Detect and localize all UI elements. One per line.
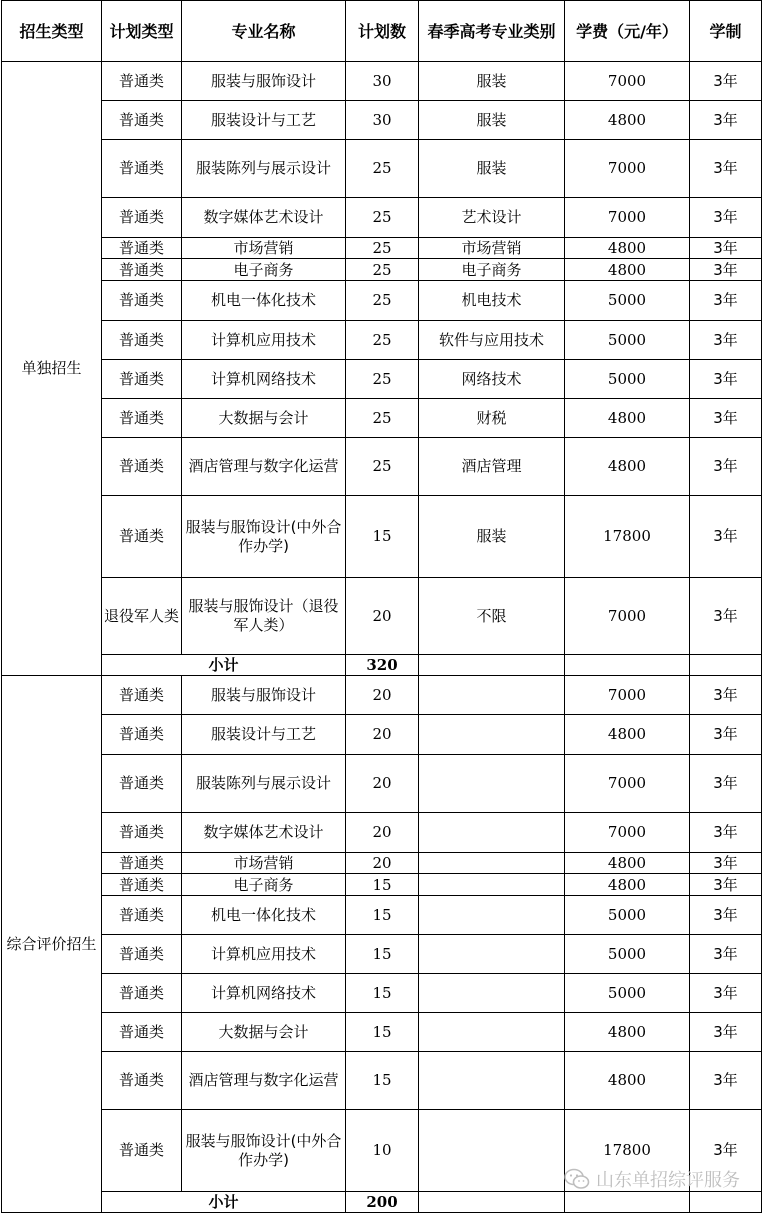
major-name-cell: 计算机网络技术	[182, 974, 346, 1013]
plan-type-cell: 普通类	[102, 198, 182, 238]
plan-count-cell: 25	[346, 399, 419, 438]
major-name-cell: 市场营销	[182, 238, 346, 259]
plan-type-cell: 普通类	[102, 1013, 182, 1052]
duration-cell: 3年	[690, 281, 762, 321]
table-row	[2, 360, 762, 399]
duration-cell: 3年	[690, 62, 762, 101]
plan-type-cell: 普通类	[102, 1052, 182, 1110]
plan-count-cell: 20	[346, 578, 419, 655]
plan-type-cell: 普通类	[102, 281, 182, 321]
plan-type-cell: 普通类	[102, 974, 182, 1013]
subtotal-label: 小计	[102, 1192, 346, 1213]
plan-type-cell: 退役军人类	[102, 578, 182, 655]
table-row	[2, 198, 762, 238]
enrollment-type-cell: 综合评价招生	[2, 676, 102, 1213]
enrollment-plan-table	[1, 0, 762, 1213]
tuition-cell: 17800	[565, 496, 690, 578]
exam-category-cell	[419, 1052, 565, 1110]
plan-count-cell: 15	[346, 896, 419, 935]
table-row	[2, 896, 762, 935]
table-row	[2, 1110, 762, 1192]
empty-cell	[690, 655, 762, 676]
header-cell: 学费（元/年）	[565, 1, 690, 62]
plan-type-cell: 普通类	[102, 140, 182, 198]
exam-category-cell	[419, 974, 565, 1013]
exam-category-cell: 软件与应用技术	[419, 321, 565, 360]
plan-type-cell: 普通类	[102, 496, 182, 578]
major-name-cell: 服装与服饰设计	[182, 62, 346, 101]
plan-type-cell: 普通类	[102, 360, 182, 399]
table-row	[2, 101, 762, 140]
plan-count-cell: 30	[346, 62, 419, 101]
tuition-cell: 7000	[565, 140, 690, 198]
major-name-cell: 服装设计与工艺	[182, 101, 346, 140]
tuition-cell: 7000	[565, 198, 690, 238]
plan-count-cell: 20	[346, 715, 419, 755]
subtotal-label: 小计	[102, 655, 346, 676]
tuition-cell: 4800	[565, 101, 690, 140]
tuition-cell: 4800	[565, 1013, 690, 1052]
tuition-cell: 4800	[565, 399, 690, 438]
table-row	[2, 62, 762, 101]
plan-count-cell: 25	[346, 198, 419, 238]
plan-type-cell: 普通类	[102, 62, 182, 101]
table-row	[2, 874, 762, 896]
subtotal-value: 200	[346, 1192, 419, 1213]
plan-count-cell: 15	[346, 935, 419, 974]
tuition-cell: 5000	[565, 896, 690, 935]
major-name-cell: 电子商务	[182, 259, 346, 281]
table-body	[2, 62, 762, 1213]
plan-count-cell: 15	[346, 1013, 419, 1052]
subtotal-row	[2, 655, 762, 676]
header-cell: 招生类型	[2, 1, 102, 62]
duration-cell: 3年	[690, 896, 762, 935]
duration-cell: 3年	[690, 676, 762, 715]
tuition-cell: 17800	[565, 1110, 690, 1192]
major-name-cell: 服装与服饰设计(中外合作办学)	[182, 1110, 346, 1192]
exam-category-cell	[419, 715, 565, 755]
table-row	[2, 853, 762, 874]
plan-count-cell: 15	[346, 496, 419, 578]
major-name-cell: 数字媒体艺术设计	[182, 198, 346, 238]
major-name-cell: 服装与服饰设计(中外合作办学)	[182, 496, 346, 578]
exam-category-cell: 机电技术	[419, 281, 565, 321]
duration-cell: 3年	[690, 578, 762, 655]
major-name-cell: 酒店管理与数字化运营	[182, 438, 346, 496]
exam-category-cell	[419, 755, 565, 813]
plan-type-cell: 普通类	[102, 438, 182, 496]
plan-count-cell: 25	[346, 238, 419, 259]
table-row	[2, 974, 762, 1013]
plan-type-cell: 普通类	[102, 259, 182, 281]
major-name-cell: 服装与服饰设计（退役军人类）	[182, 578, 346, 655]
major-name-cell: 计算机应用技术	[182, 321, 346, 360]
duration-cell: 3年	[690, 198, 762, 238]
plan-type-cell: 普通类	[102, 399, 182, 438]
duration-cell: 3年	[690, 974, 762, 1013]
header-cell: 专业名称	[182, 1, 346, 62]
tuition-cell: 5000	[565, 974, 690, 1013]
major-name-cell: 电子商务	[182, 874, 346, 896]
table-row	[2, 438, 762, 496]
table-row	[2, 813, 762, 853]
empty-cell	[419, 655, 565, 676]
empty-cell	[419, 1192, 565, 1213]
duration-cell: 3年	[690, 101, 762, 140]
tuition-cell: 4800	[565, 259, 690, 281]
plan-count-cell: 15	[346, 974, 419, 1013]
tuition-cell: 7000	[565, 813, 690, 853]
major-name-cell: 酒店管理与数字化运营	[182, 1052, 346, 1110]
header-cell: 计划类型	[102, 1, 182, 62]
exam-category-cell: 服装	[419, 140, 565, 198]
tuition-cell: 7000	[565, 755, 690, 813]
major-name-cell: 服装陈列与展示设计	[182, 140, 346, 198]
exam-category-cell: 服装	[419, 496, 565, 578]
tuition-cell: 4800	[565, 1052, 690, 1110]
exam-category-cell: 艺术设计	[419, 198, 565, 238]
table-row	[2, 715, 762, 755]
plan-count-cell: 25	[346, 140, 419, 198]
duration-cell: 3年	[690, 715, 762, 755]
tuition-cell: 7000	[565, 62, 690, 101]
plan-type-cell: 普通类	[102, 101, 182, 140]
duration-cell: 3年	[690, 438, 762, 496]
plan-count-cell: 20	[346, 853, 419, 874]
table-row	[2, 496, 762, 578]
duration-cell: 3年	[690, 496, 762, 578]
exam-category-cell: 不限	[419, 578, 565, 655]
tuition-cell: 4800	[565, 238, 690, 259]
plan-count-cell: 25	[346, 438, 419, 496]
subtotal-value: 320	[346, 655, 419, 676]
empty-cell	[565, 1192, 690, 1213]
subtotal-row	[2, 1192, 762, 1213]
exam-category-cell: 服装	[419, 62, 565, 101]
duration-cell: 3年	[690, 853, 762, 874]
plan-type-cell: 普通类	[102, 1110, 182, 1192]
duration-cell: 3年	[690, 140, 762, 198]
duration-cell: 3年	[690, 813, 762, 853]
plan-count-cell: 15	[346, 1052, 419, 1110]
plan-type-cell: 普通类	[102, 853, 182, 874]
tuition-cell: 4800	[565, 853, 690, 874]
table-row	[2, 399, 762, 438]
major-name-cell: 数字媒体艺术设计	[182, 813, 346, 853]
exam-category-cell: 电子商务	[419, 259, 565, 281]
exam-category-cell: 服装	[419, 101, 565, 140]
tuition-cell: 7000	[565, 578, 690, 655]
tuition-cell: 5000	[565, 935, 690, 974]
table-row	[2, 578, 762, 655]
tuition-cell: 5000	[565, 281, 690, 321]
table-row	[2, 259, 762, 281]
duration-cell: 3年	[690, 1110, 762, 1192]
major-name-cell: 服装设计与工艺	[182, 715, 346, 755]
major-name-cell: 大数据与会计	[182, 399, 346, 438]
plan-count-cell: 20	[346, 755, 419, 813]
duration-cell: 3年	[690, 755, 762, 813]
header-cell: 计划数	[346, 1, 419, 62]
exam-category-cell	[419, 935, 565, 974]
exam-category-cell	[419, 896, 565, 935]
table-row	[2, 281, 762, 321]
exam-category-cell: 酒店管理	[419, 438, 565, 496]
enrollment-type-cell: 单独招生	[2, 62, 102, 676]
major-name-cell: 服装陈列与展示设计	[182, 755, 346, 813]
exam-category-cell	[419, 813, 565, 853]
table-row	[2, 238, 762, 259]
duration-cell: 3年	[690, 238, 762, 259]
duration-cell: 3年	[690, 1013, 762, 1052]
table-row	[2, 1013, 762, 1052]
exam-category-cell: 财税	[419, 399, 565, 438]
major-name-cell: 市场营销	[182, 853, 346, 874]
tuition-cell: 5000	[565, 360, 690, 399]
duration-cell: 3年	[690, 259, 762, 281]
exam-category-cell	[419, 1110, 565, 1192]
duration-cell: 3年	[690, 360, 762, 399]
table-row	[2, 321, 762, 360]
plan-count-cell: 15	[346, 874, 419, 896]
plan-count-cell: 20	[346, 813, 419, 853]
exam-category-cell: 市场营销	[419, 238, 565, 259]
plan-count-cell: 25	[346, 321, 419, 360]
exam-category-cell	[419, 676, 565, 715]
plan-type-cell: 普通类	[102, 896, 182, 935]
major-name-cell: 计算机应用技术	[182, 935, 346, 974]
tuition-cell: 5000	[565, 321, 690, 360]
plan-type-cell: 普通类	[102, 238, 182, 259]
empty-cell	[565, 655, 690, 676]
watermark-text: 山东单招综评服务	[596, 1170, 740, 1191]
duration-cell: 3年	[690, 935, 762, 974]
plan-type-cell: 普通类	[102, 321, 182, 360]
empty-cell	[690, 1192, 762, 1213]
plan-count-cell: 30	[346, 101, 419, 140]
major-name-cell: 计算机网络技术	[182, 360, 346, 399]
major-name-cell: 大数据与会计	[182, 1013, 346, 1052]
tuition-cell: 4800	[565, 438, 690, 496]
exam-category-cell	[419, 874, 565, 896]
duration-cell: 3年	[690, 399, 762, 438]
plan-count-cell: 25	[346, 360, 419, 399]
plan-count-cell: 10	[346, 1110, 419, 1192]
header-cell: 学制	[690, 1, 762, 62]
table-row	[2, 935, 762, 974]
major-name-cell: 服装与服饰设计	[182, 676, 346, 715]
header-row	[2, 1, 762, 62]
tuition-cell: 7000	[565, 676, 690, 715]
plan-count-cell: 25	[346, 259, 419, 281]
duration-cell: 3年	[690, 1052, 762, 1110]
table-row	[2, 676, 762, 715]
plan-count-cell: 25	[346, 281, 419, 321]
major-name-cell: 机电一体化技术	[182, 896, 346, 935]
exam-category-cell	[419, 1013, 565, 1052]
plan-type-cell: 普通类	[102, 676, 182, 715]
tuition-cell: 4800	[565, 874, 690, 896]
table-row	[2, 140, 762, 198]
plan-type-cell: 普通类	[102, 755, 182, 813]
tuition-cell: 4800	[565, 715, 690, 755]
table-row	[2, 755, 762, 813]
table-row	[2, 1052, 762, 1110]
duration-cell: 3年	[690, 874, 762, 896]
plan-type-cell: 普通类	[102, 715, 182, 755]
plan-type-cell: 普通类	[102, 813, 182, 853]
duration-cell: 3年	[690, 321, 762, 360]
plan-type-cell: 普通类	[102, 935, 182, 974]
header-cell: 春季高考专业类别	[419, 1, 565, 62]
plan-type-cell: 普通类	[102, 874, 182, 896]
major-name-cell: 机电一体化技术	[182, 281, 346, 321]
exam-category-cell: 网络技术	[419, 360, 565, 399]
exam-category-cell	[419, 853, 565, 874]
plan-count-cell: 20	[346, 676, 419, 715]
